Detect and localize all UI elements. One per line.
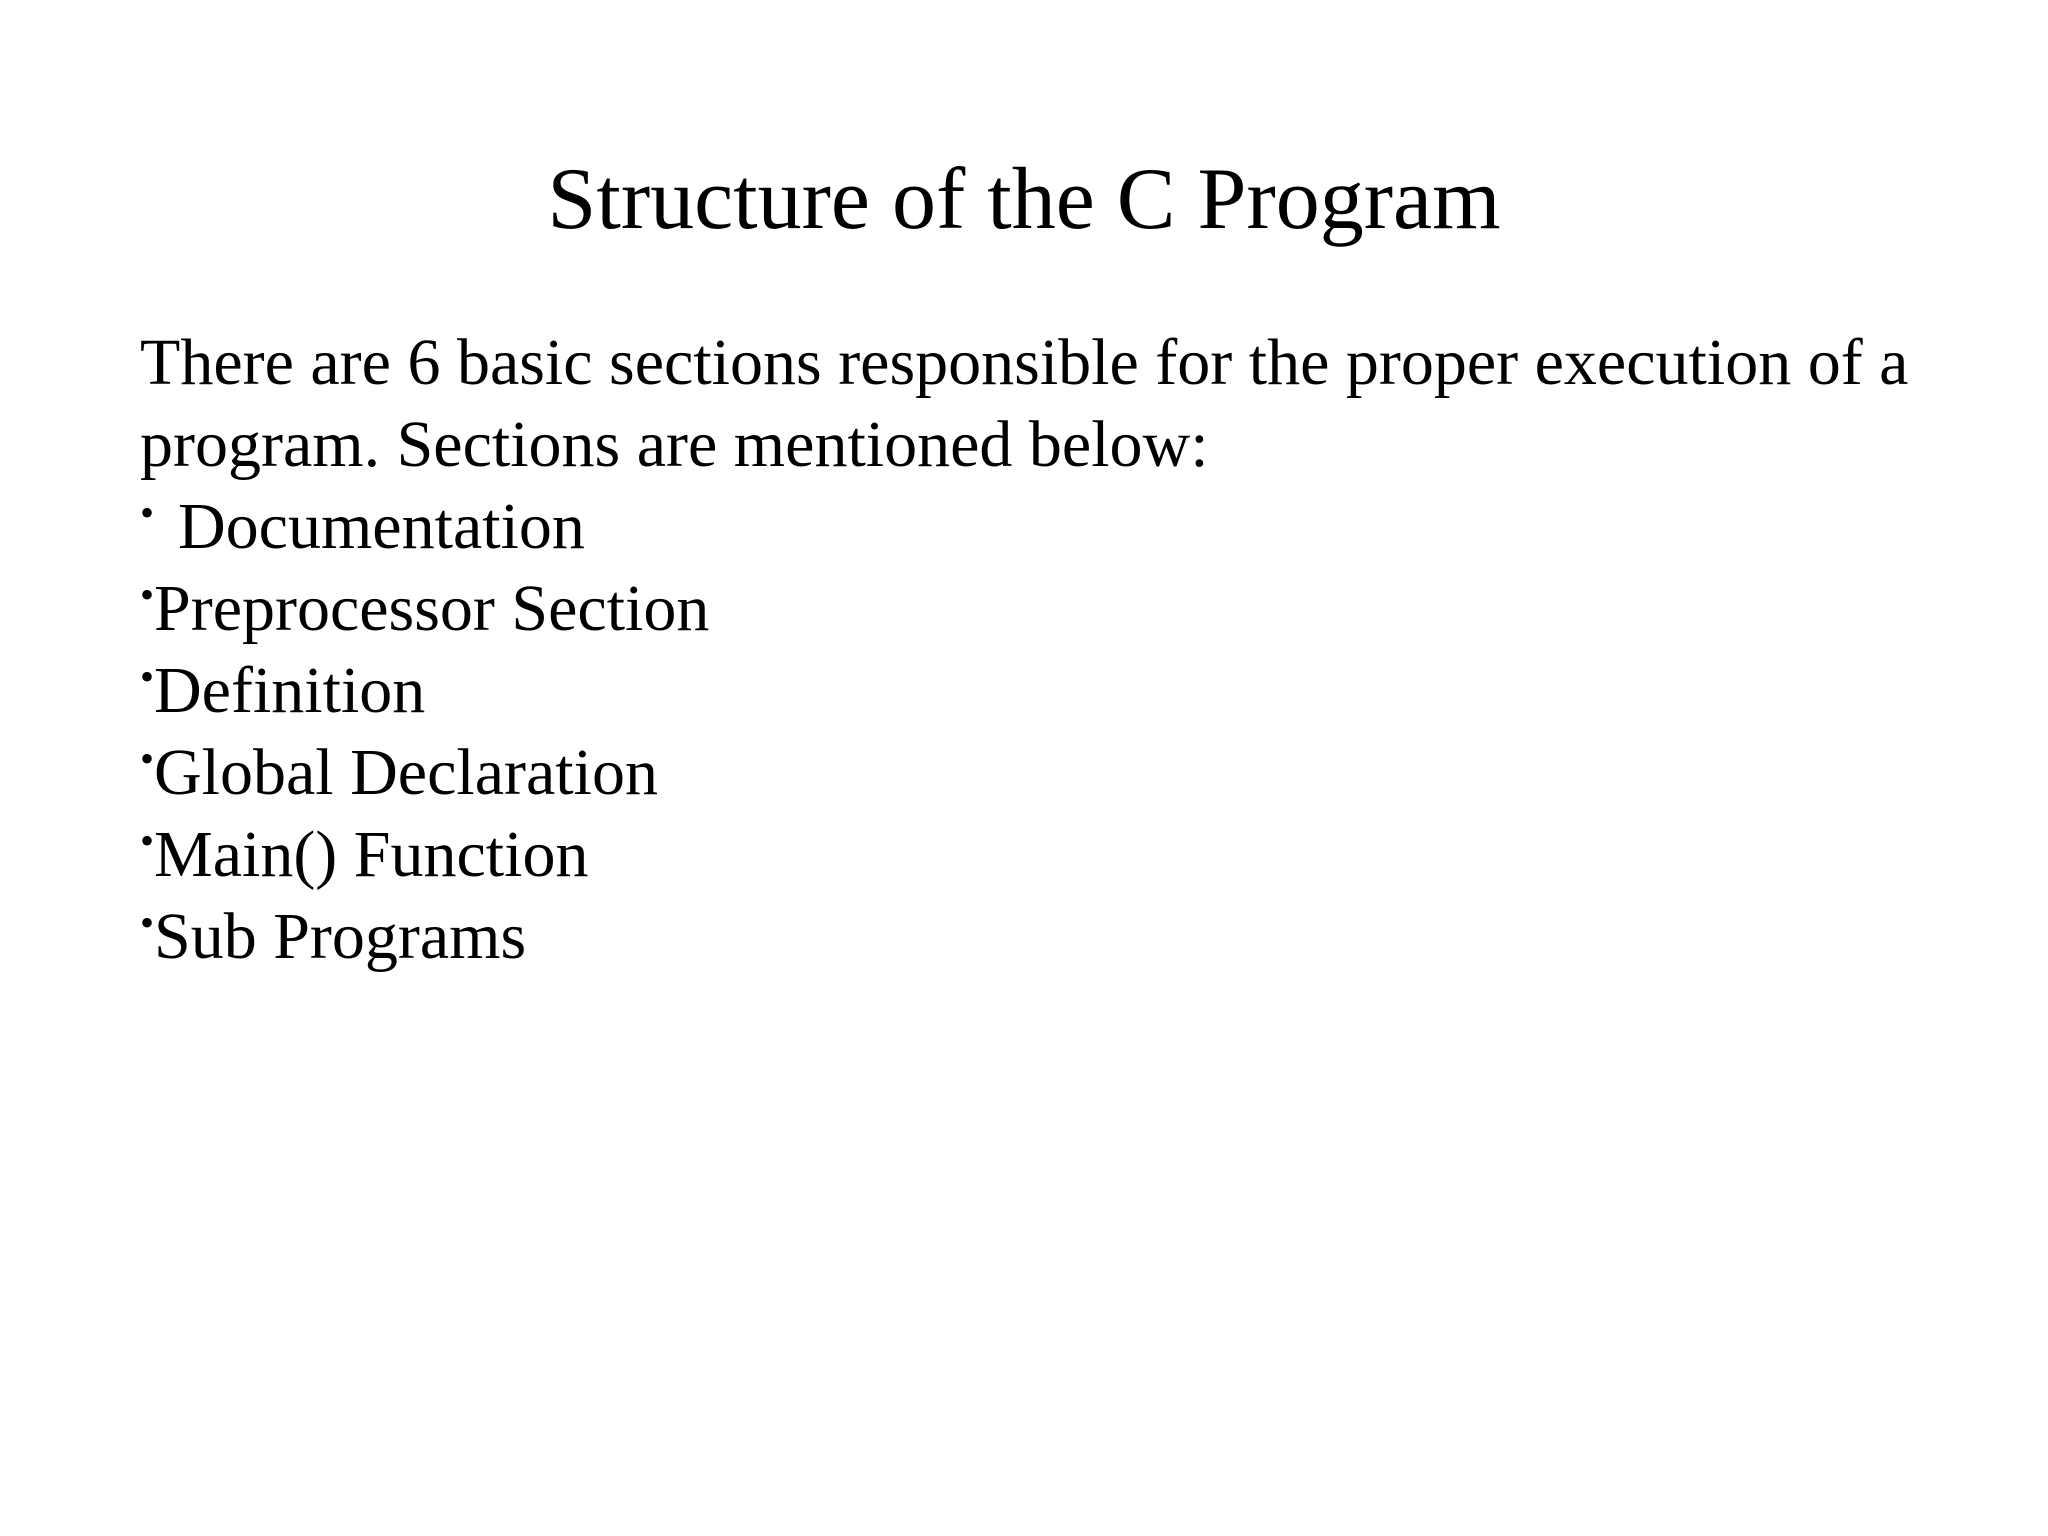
sections-list bbox=[140, 486, 2020, 978]
list-item bbox=[140, 486, 2020, 568]
bullet-icon: • bbox=[140, 900, 155, 945]
slide-body bbox=[140, 322, 2020, 978]
bullet-icon: • bbox=[140, 736, 155, 781]
list-item bbox=[140, 568, 2020, 650]
list-item bbox=[140, 732, 2020, 814]
bullet-icon: • bbox=[140, 818, 155, 863]
bullet-icon: • bbox=[140, 572, 155, 617]
list-item-label: Global Declaration bbox=[154, 736, 658, 809]
bullet-icon: • bbox=[140, 490, 155, 535]
list-item-label: Sub Programs bbox=[154, 900, 527, 973]
list-item bbox=[140, 896, 2020, 978]
intro-text: There are 6 basic sections responsible for the proper execution of a program. Sections are mentioned below: bbox=[140, 326, 1909, 481]
list-item-label: Preprocessor Section bbox=[154, 572, 710, 645]
list-item bbox=[140, 650, 2020, 732]
list-item-label: Definition bbox=[154, 654, 426, 727]
list-item bbox=[140, 814, 2020, 896]
slide-title: Structure of the C Program bbox=[547, 151, 1501, 248]
bullet-icon: • bbox=[140, 654, 155, 699]
list-item-label: Main() Function bbox=[154, 818, 589, 891]
list-item-label: Documentation bbox=[178, 490, 585, 563]
